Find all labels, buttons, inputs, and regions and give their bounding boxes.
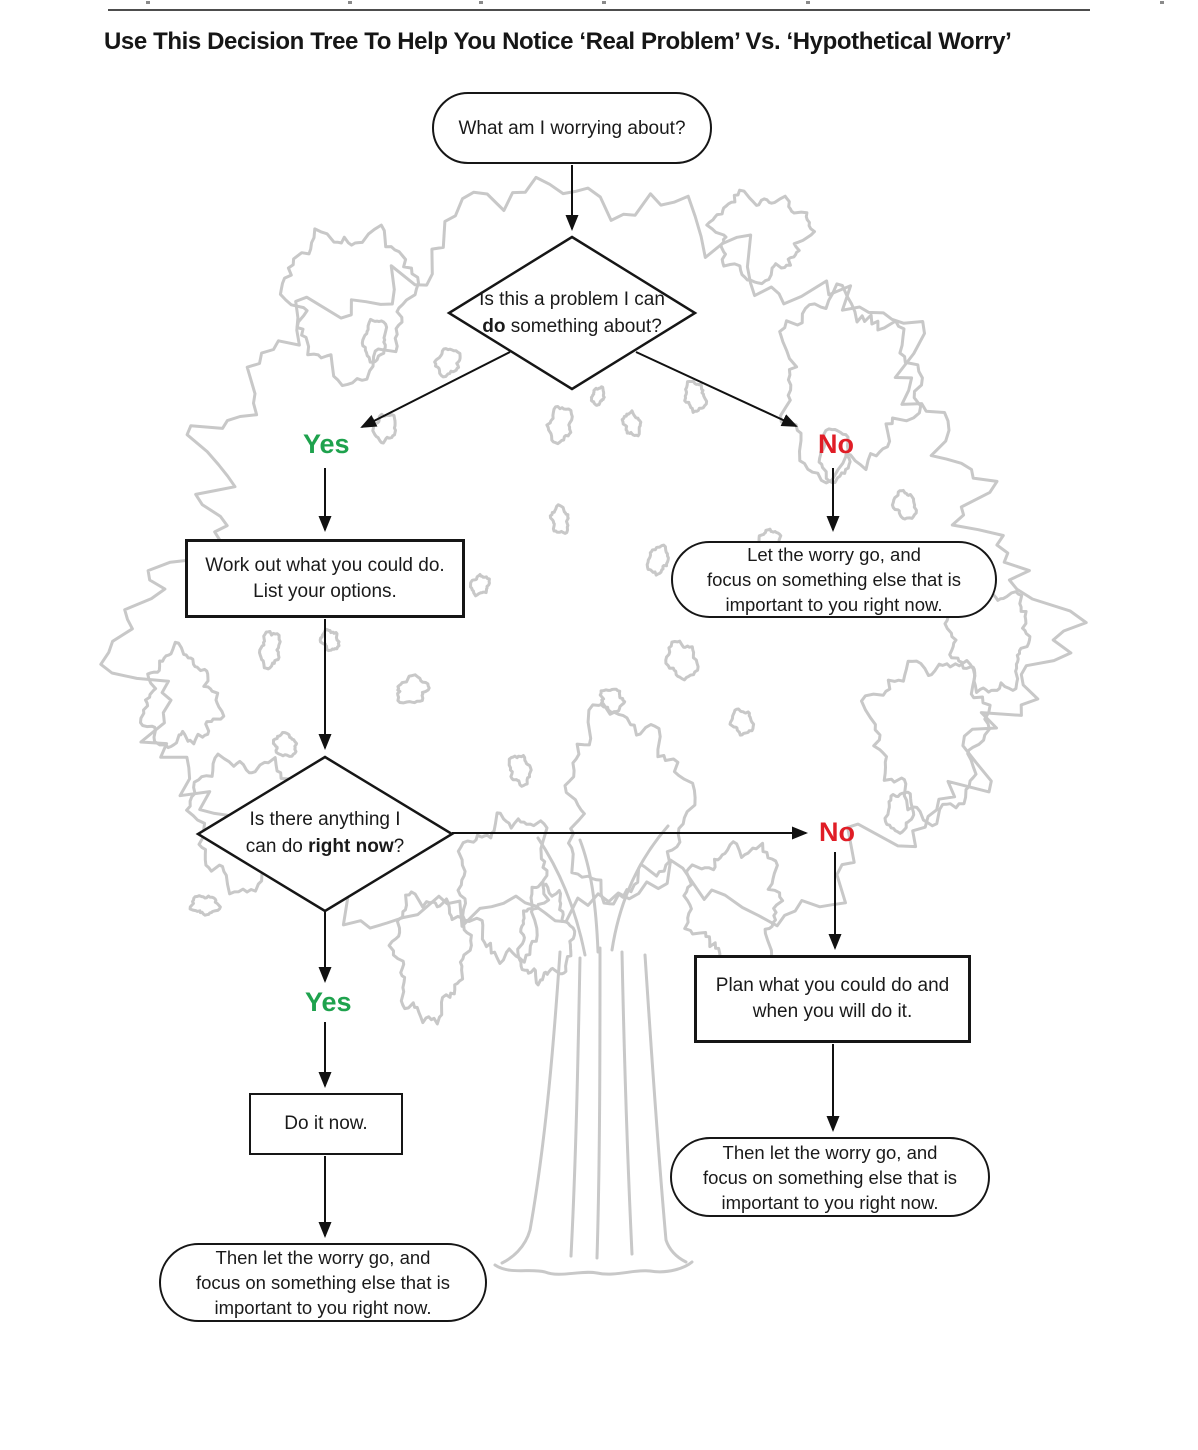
work-out-line2: List your options. xyxy=(253,580,397,602)
page-title: Use This Decision Tree To Help You Notice ‘Real Problem’ Vs. ‘Hypothetical Worry’ xyxy=(104,28,1012,55)
node-decision1 xyxy=(452,286,692,340)
then-right-line1: Then let the worry go, and xyxy=(722,1141,938,1163)
plan-line1: Plan what you could do and xyxy=(715,975,950,996)
arrow-decision1-no xyxy=(636,352,796,426)
work-out-line1: Work out what you could do. xyxy=(205,554,445,576)
node-plan xyxy=(694,955,971,1043)
let-go-line3: important to you right now. xyxy=(725,594,943,615)
let-go-line2: focus on something else that is xyxy=(706,569,961,590)
let-go-line1: Let the worry go, and xyxy=(747,544,921,565)
decision1-line1: Is this a problem I can xyxy=(479,289,665,310)
decision1-line2: something about? xyxy=(505,316,662,337)
node-let-worry-go xyxy=(671,541,997,618)
label-yes-1: Yes xyxy=(303,429,350,459)
then-left-line1: Then let the worry go, and xyxy=(215,1247,431,1268)
then-left-line2: focus on something else that is xyxy=(195,1272,450,1293)
do-it-now-label: Do it now. xyxy=(284,1113,368,1134)
node-start-label: What am I worrying about? xyxy=(458,117,686,139)
label-yes-2: Yes xyxy=(305,987,352,1017)
node-decision2 xyxy=(205,806,445,860)
decision2-line2-post: ? xyxy=(393,836,405,857)
arrow-decision1-yes xyxy=(362,352,510,427)
node-do-it-now xyxy=(249,1093,403,1155)
decision1-bold-word: do xyxy=(482,316,506,337)
decision2-bold-words: right now xyxy=(308,836,394,857)
decision2-line2-pre: can do xyxy=(245,836,309,857)
then-right-line2: focus on something else that is xyxy=(702,1166,957,1188)
label-no-2: No xyxy=(819,817,855,847)
then-left-line3: important to you right now. xyxy=(214,1297,432,1318)
plan-line2: when you will do it. xyxy=(752,1001,913,1022)
decision2-line1: Is there anything I xyxy=(249,809,401,830)
node-start xyxy=(432,92,712,164)
node-then-let-go-right xyxy=(670,1137,990,1217)
label-no-1: No xyxy=(818,429,854,459)
then-right-line3: important to you right now. xyxy=(721,1191,939,1213)
node-then-let-go-left xyxy=(159,1243,487,1322)
node-work-out xyxy=(185,539,465,618)
